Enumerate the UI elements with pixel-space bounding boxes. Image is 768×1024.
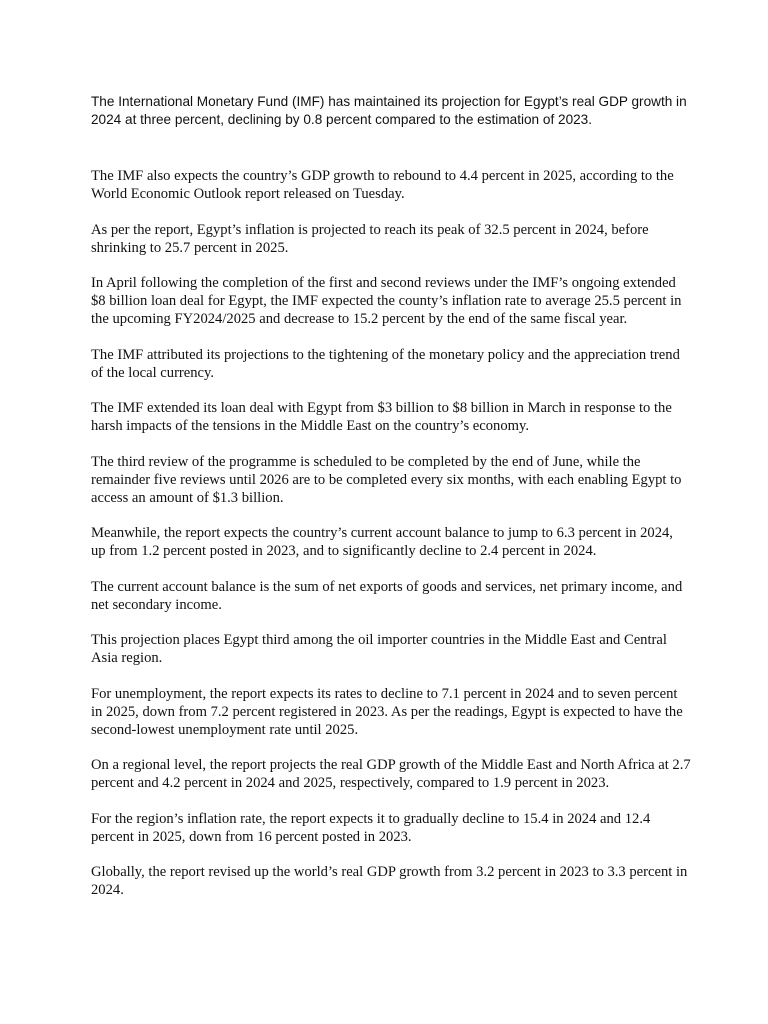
paragraph-regional-gdp: On a regional level, the report projects the real GDP growth of the Middle East and North Africa at 2.7 percent and 4.2 percent in 2024 and 2025, respectively, compared to 1.9 percent in 2023. bbox=[91, 757, 691, 791]
paragraph-projections-attribution: The IMF attributed its projections to the tightening of the monetary policy and the appreciation trend of the local currency. bbox=[91, 346, 680, 381]
paragraph-global-gdp: Globally, the report revised up the world’s real GDP growth from 3.2 percent in 2023 to 3.3 percent in 2024. bbox=[91, 864, 688, 898]
paragraph-current-account-definition: The current account balance is the sum of net exports of goods and services, net primary income, and net secondary income. bbox=[91, 578, 683, 613]
paragraph-inflation-peak: As per the report, Egypt’s inflation is projected to reach its peak of 32.5 percent in 2024, before shrinking to 25.7 percent in 2025. bbox=[91, 221, 649, 256]
paragraph-regional-inflation: For the region’s inflation rate, the report expects it to gradually decline to 15.4 in 2024 and 12.4 percent in 2025, down from 16 percent posted in 2023. bbox=[91, 810, 651, 845]
paragraph-april-reviews: In April following the completion of the first and second reviews under the IMF’s ongoing extended $8 billion loan deal for Egypt, the IMF expected the county’s inflation rate to average 25.5 percent in the upcoming FY2024/2025 and decrease to 15.2 percent by the end of the same fiscal year. bbox=[91, 275, 682, 327]
article-body bbox=[91, 167, 691, 917]
paragraph-current-account: Meanwhile, the report expects the country’s current account balance to jump to 6.3 percent in 2024, up from 1.2 percent posted in 2023, and to significantly decline to 2.4 percent in 2024. bbox=[91, 525, 673, 559]
lead-paragraph: The International Monetary Fund (IMF) has maintained its projection for Egypt’s real GDP growth in 2024 at three percent, declining by 0.8 percent compared to the estimation of 2023. bbox=[91, 94, 687, 127]
paragraph-gdp-rebound: The IMF also expects the country’s GDP growth to rebound to 4.4 percent in 2025, according to the World Economic Outlook report released on Tuesday. bbox=[91, 168, 674, 202]
paragraph-unemployment: For unemployment, the report expects its rates to decline to 7.1 percent in 2024 and to seven percent in 2025, down from 7.2 percent registered in 2023. As per the readings, Egypt is expected to have the second-lowest unemployment rate until 2025. bbox=[91, 685, 683, 738]
paragraph-loan-extension: The IMF extended its loan deal with Egypt from $3 billion to $8 billion in March in response to the harsh impacts of the tensions in the Middle East on the country’s economy. bbox=[91, 400, 672, 434]
paragraph-regional-ranking: This projection places Egypt third among the oil importer countries in the Middle East and Central Asia region. bbox=[91, 632, 667, 666]
paragraph-third-review: The third review of the programme is scheduled to be completed by the end of June, while the remainder five reviews until 2026 are to be completed every six months, with each enabling Egypt to access an amount of $1.3 billion. bbox=[91, 453, 682, 506]
